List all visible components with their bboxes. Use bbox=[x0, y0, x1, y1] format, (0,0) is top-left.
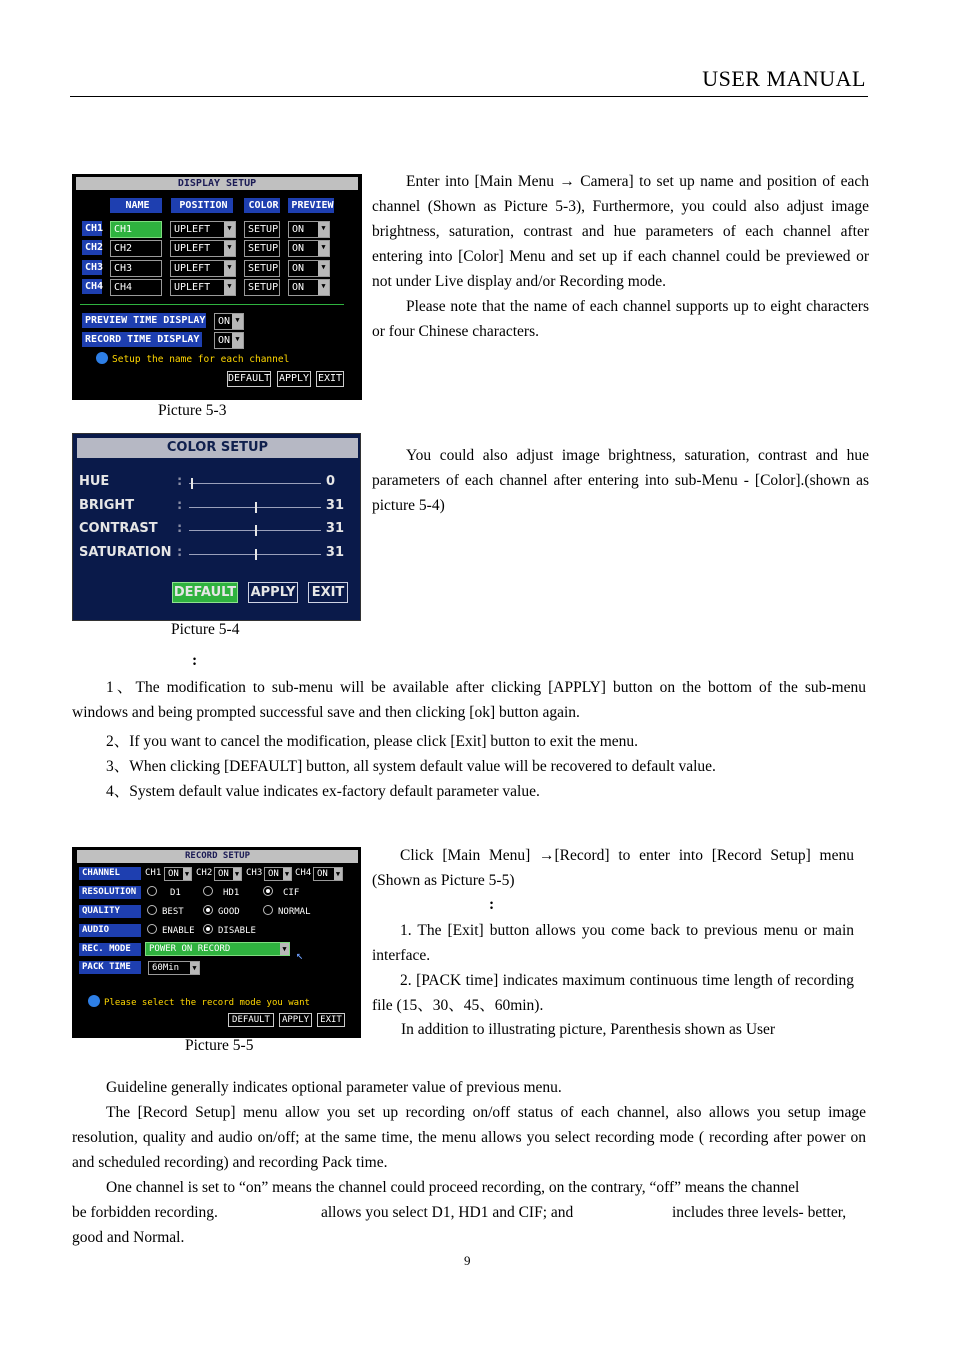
record-apply-button[interactable]: APPLY bbox=[279, 1013, 312, 1027]
chevron-down-icon: ▼ bbox=[318, 241, 329, 256]
quality-normal-radio[interactable] bbox=[260, 905, 311, 919]
contrast-label: CONTRAST bbox=[79, 521, 158, 536]
ch1-record-label: CH1 bbox=[145, 868, 162, 878]
rec-mode-label: REC. MODE bbox=[79, 943, 141, 956]
display-divider bbox=[80, 304, 344, 305]
radio-icon bbox=[203, 886, 213, 896]
ch2-position-select[interactable] bbox=[170, 240, 236, 257]
color-exit-button[interactable]: EXIT bbox=[308, 582, 348, 603]
ch3-name-field[interactable]: CH3 bbox=[110, 260, 162, 277]
display-exit-button[interactable]: EXIT bbox=[316, 371, 344, 387]
para-last-line-2b: allows you select D1, HD1 and CIF; and bbox=[321, 1204, 574, 1221]
ch1-position-value: UPLEFT bbox=[174, 224, 211, 235]
saturation-slider-row[interactable]: SATURATION : 31 bbox=[79, 545, 344, 560]
record-setup-screenshot bbox=[72, 847, 361, 1038]
info-bubble-icon bbox=[96, 352, 108, 364]
display-tip-text: Setup the name for each channel bbox=[112, 354, 290, 365]
radio-selected-icon bbox=[203, 924, 213, 934]
ch3-record-value: ON bbox=[268, 869, 279, 879]
quality-best-text: BEST bbox=[162, 907, 184, 917]
ch4-position-select[interactable] bbox=[170, 279, 236, 296]
quality-label: QUALITY bbox=[79, 905, 141, 918]
para-last-line-3: good and Normal. bbox=[72, 1229, 185, 1246]
rec-mode-value: POWER ON RECORD bbox=[149, 944, 231, 954]
ch1-color-button[interactable]: SETUP bbox=[244, 221, 280, 238]
para-exit-button: 1. The [Exit] button allows you come back to previous menu or main interface. bbox=[372, 922, 854, 964]
color-apply-button[interactable]: APPLY bbox=[248, 582, 298, 603]
bright-label: BRIGHT bbox=[79, 498, 135, 513]
record-setup-title: RECORD SETUP bbox=[77, 850, 358, 863]
record-time-display-label: RECORD TIME DISPLAY bbox=[82, 332, 202, 347]
record-tip-text: Please select the record mode you want bbox=[104, 998, 310, 1008]
para-guideline: Guideline generally indicates optional parameter value of previous menu. bbox=[106, 1079, 562, 1096]
chevron-down-icon: ▼ bbox=[224, 222, 235, 237]
pack-time-label: PACK TIME bbox=[79, 961, 141, 974]
bright-value: 31 bbox=[325, 498, 344, 513]
resolution-d1-text: D1 bbox=[170, 888, 181, 898]
caption-picture-5-5: Picture 5-5 bbox=[185, 1037, 254, 1054]
hue-value: 0 bbox=[325, 474, 335, 489]
para-last-line-2a: be forbidden recording. bbox=[72, 1204, 218, 1221]
note-2: 2、If you want to cancel the modification, please click [Exit] button to exit the menu. bbox=[106, 733, 639, 750]
ch2-preview-value: ON bbox=[292, 243, 305, 254]
ch1-preview-value: ON bbox=[292, 224, 305, 235]
color-setup-screenshot bbox=[72, 433, 361, 621]
col-preview: PREVIEW bbox=[288, 198, 334, 213]
header-rule bbox=[70, 96, 868, 97]
ch1-preview-select[interactable] bbox=[288, 221, 330, 238]
note-3: 3、When clicking [DEFAULT] button, all system default value will be recovered to default value. bbox=[106, 758, 716, 775]
hue-slider-row[interactable]: HUE : 0 bbox=[79, 474, 335, 489]
preview-time-display-value: ON bbox=[218, 316, 231, 327]
para-record-menu: Click [Main Menu] →[Record] to enter into [Record Setup] menu (Shown as Picture 5-5) bbox=[372, 847, 854, 889]
ch4-record-select[interactable] bbox=[313, 867, 343, 881]
ch4-preview-select[interactable] bbox=[288, 279, 330, 296]
resolution-cif-text: CIF bbox=[283, 888, 300, 898]
para-parenthesis: In addition to illustrating picture, Parenthesis shown as User bbox=[401, 1021, 776, 1038]
pack-time-value: 60Min bbox=[152, 963, 180, 973]
display-setup-title: DISPLAY SETUP bbox=[76, 177, 358, 190]
audio-enable-radio[interactable] bbox=[144, 924, 195, 938]
resolution-hd1-radio[interactable] bbox=[200, 886, 239, 900]
chevron-down-icon: ▼ bbox=[318, 280, 329, 295]
caption-picture-5-3: Picture 5-3 bbox=[158, 402, 227, 419]
display-setup-screenshot bbox=[72, 174, 362, 400]
chevron-down-icon: ▼ bbox=[232, 333, 243, 348]
chevron-down-icon: ▼ bbox=[335, 870, 341, 878]
chevron-down-icon: ▼ bbox=[318, 261, 329, 276]
saturation-slider-knob[interactable] bbox=[255, 549, 257, 560]
quality-best-radio[interactable] bbox=[144, 905, 184, 919]
radio-icon bbox=[147, 905, 157, 915]
para-record-setup: The [Record Setup] menu allow you set up recording on/off status of each channel, also allows you setup image resolution, quality and audio on/off; at the same time, the menu allows you select recording mode ( recording after power on and scheduled recording) and recording Pack time. bbox=[72, 1104, 866, 1171]
ch1-record-select[interactable] bbox=[164, 867, 192, 881]
saturation-label: SATURATION bbox=[79, 545, 172, 560]
chevron-down-icon: ▼ bbox=[318, 222, 329, 237]
hue-slider-track[interactable] bbox=[189, 483, 321, 484]
row-ch4-label: CH4 bbox=[82, 279, 102, 294]
chevron-down-icon: ▼ bbox=[224, 280, 235, 295]
record-exit-button[interactable]: EXIT bbox=[317, 1013, 345, 1027]
saturation-value: 31 bbox=[325, 545, 344, 560]
display-apply-button[interactable]: APPLY bbox=[277, 371, 311, 387]
chevron-down-icon: ▼ bbox=[224, 241, 235, 256]
note-4: 4、System default value indicates ex-factory default parameter value. bbox=[106, 783, 540, 800]
pack-time-select[interactable] bbox=[148, 961, 200, 975]
contrast-slider-knob[interactable] bbox=[255, 525, 257, 536]
ch1-record-value: ON bbox=[168, 869, 179, 879]
quality-normal-text: NORMAL bbox=[278, 907, 311, 917]
bright-slider-row[interactable]: BRIGHT : 31 bbox=[79, 498, 344, 513]
ch4-preview-value: ON bbox=[292, 282, 305, 293]
ch3-record-select[interactable] bbox=[264, 867, 292, 881]
chevron-down-icon: ▼ bbox=[224, 261, 235, 276]
contrast-slider-row[interactable]: CONTRAST : 31 bbox=[79, 521, 344, 536]
resolution-label: RESOLUTION bbox=[79, 886, 141, 899]
ch3-record-label: CH3 bbox=[246, 868, 263, 878]
ch2-record-select[interactable] bbox=[214, 867, 242, 881]
record-time-display-value: ON bbox=[218, 335, 231, 346]
col-name: NAME bbox=[110, 198, 162, 213]
header-title: USER MANUAL bbox=[702, 66, 866, 91]
ch4-record-label: CH4 bbox=[295, 868, 312, 878]
chevron-down-icon: ▼ bbox=[232, 314, 243, 329]
ch2-position-value: UPLEFT bbox=[174, 243, 211, 254]
chevron-down-icon: ▼ bbox=[280, 943, 289, 955]
note-1: 1、The modification to sub-menu will be available after clicking [APPLY] button on the bottom of the sub-menu windows and being prompted successful save and then clicking [ok] button again. bbox=[72, 679, 866, 721]
ch4-record-value: ON bbox=[317, 869, 328, 879]
ch3-color-button[interactable]: SETUP bbox=[244, 260, 280, 277]
ch3-position-value: UPLEFT bbox=[174, 263, 211, 274]
chevron-down-icon: ▼ bbox=[184, 870, 190, 878]
hue-slider-knob[interactable] bbox=[191, 478, 193, 489]
record-time-display-select[interactable] bbox=[214, 332, 244, 349]
display-default-button[interactable]: DEFAULT bbox=[227, 371, 271, 387]
bright-slider-knob[interactable] bbox=[255, 502, 257, 513]
audio-enable-text: ENABLE bbox=[162, 926, 195, 936]
row-ch2-label: CH2 bbox=[82, 240, 102, 255]
para-last-line-2c: includes three levels- better, bbox=[672, 1204, 847, 1221]
radio-selected-icon bbox=[263, 886, 273, 896]
radio-icon bbox=[147, 886, 157, 896]
quality-good-radio[interactable] bbox=[200, 905, 240, 919]
para-last-line-1: One channel is set to “on” means the channel could proceed recording, on the contrary, “off” means the channel bbox=[106, 1179, 800, 1196]
contrast-value: 31 bbox=[325, 521, 344, 536]
note-colon: : bbox=[192, 652, 198, 669]
color-default-button[interactable]: DEFAULT bbox=[172, 582, 238, 603]
preview-time-display-label: PREVIEW TIME DISPLAY bbox=[82, 313, 206, 328]
preview-time-display-select[interactable] bbox=[214, 313, 244, 330]
chevron-down-icon: ▼ bbox=[284, 870, 290, 878]
mouse-cursor-icon: ↖ bbox=[296, 948, 304, 962]
radio-icon bbox=[263, 905, 273, 915]
record-tip bbox=[88, 995, 310, 1008]
radio-icon bbox=[147, 924, 157, 934]
ch4-name-field[interactable]: CH4 bbox=[110, 279, 162, 296]
quality-good-text: GOOD bbox=[218, 907, 240, 917]
channel-label: CHANNEL bbox=[79, 867, 141, 880]
ch2-name-field[interactable]: CH2 bbox=[110, 240, 162, 257]
ch3-preview-value: ON bbox=[292, 263, 305, 274]
ch4-position-value: UPLEFT bbox=[174, 282, 211, 293]
page-number: 9 bbox=[464, 1253, 471, 1268]
audio-label: AUDIO bbox=[79, 924, 141, 937]
ch4-color-button[interactable]: SETUP bbox=[244, 279, 280, 296]
ch2-record-value: ON bbox=[218, 869, 229, 879]
col-color: COLOR bbox=[244, 198, 280, 213]
ch3-preview-select[interactable] bbox=[288, 260, 330, 277]
ch3-position-select[interactable] bbox=[170, 260, 236, 277]
radio-selected-icon bbox=[203, 905, 213, 915]
resolution-hd1-text: HD1 bbox=[223, 888, 240, 898]
para-record-colon: : bbox=[489, 896, 495, 913]
color-setup-title: COLOR SETUP bbox=[77, 438, 358, 458]
rec-mode-select[interactable] bbox=[145, 942, 290, 956]
ch2-preview-select[interactable] bbox=[288, 240, 330, 257]
info-bubble-icon bbox=[88, 995, 100, 1007]
row-ch3-label: CH3 bbox=[82, 260, 102, 275]
row-ch1-label: CH1 bbox=[82, 221, 102, 236]
audio-disable-radio[interactable] bbox=[200, 924, 256, 938]
record-default-button[interactable]: DEFAULT bbox=[228, 1013, 274, 1027]
resolution-cif-radio[interactable] bbox=[260, 886, 299, 900]
ch1-name-field[interactable]: CH1 bbox=[110, 221, 162, 238]
audio-disable-text: DISABLE bbox=[218, 926, 256, 936]
para-pack-time: 2. [PACK time] indicates maximum continuous time length of recording file (15、30、45、60min). bbox=[372, 972, 854, 1014]
chevron-down-icon: ▼ bbox=[234, 870, 240, 878]
col-position: POSITION bbox=[171, 198, 233, 213]
para-color-submenu: You could also adjust image brightness, saturation, contrast and hue parameters of each channel after entering into sub-Menu - [Color].(shown as picture 5-4) bbox=[372, 447, 869, 514]
chevron-down-icon: ▼ bbox=[190, 962, 199, 974]
para-channel-name-note: Please note that the name of each channel supports up to eight characters or four Chinese characters. bbox=[372, 298, 869, 340]
ch1-position-select[interactable] bbox=[170, 221, 236, 238]
para-camera-setup: Enter into [Main Menu → Camera] to set up name and position of each channel (Shown as Picture 5-3), Furthermore, you could also adjust image brightness, saturation, contrast and hue parameters of each channel after entering into [Color] Menu and set up if each channel could be previewed or not under Live display and/or Recording mode. bbox=[372, 173, 869, 290]
ch2-color-button[interactable]: SETUP bbox=[244, 240, 280, 257]
caption-picture-5-4: Picture 5-4 bbox=[171, 621, 240, 638]
display-tip bbox=[96, 352, 289, 365]
hue-label: HUE bbox=[79, 474, 110, 489]
ch2-record-label: CH2 bbox=[196, 868, 213, 878]
resolution-d1-radio[interactable] bbox=[144, 886, 181, 900]
